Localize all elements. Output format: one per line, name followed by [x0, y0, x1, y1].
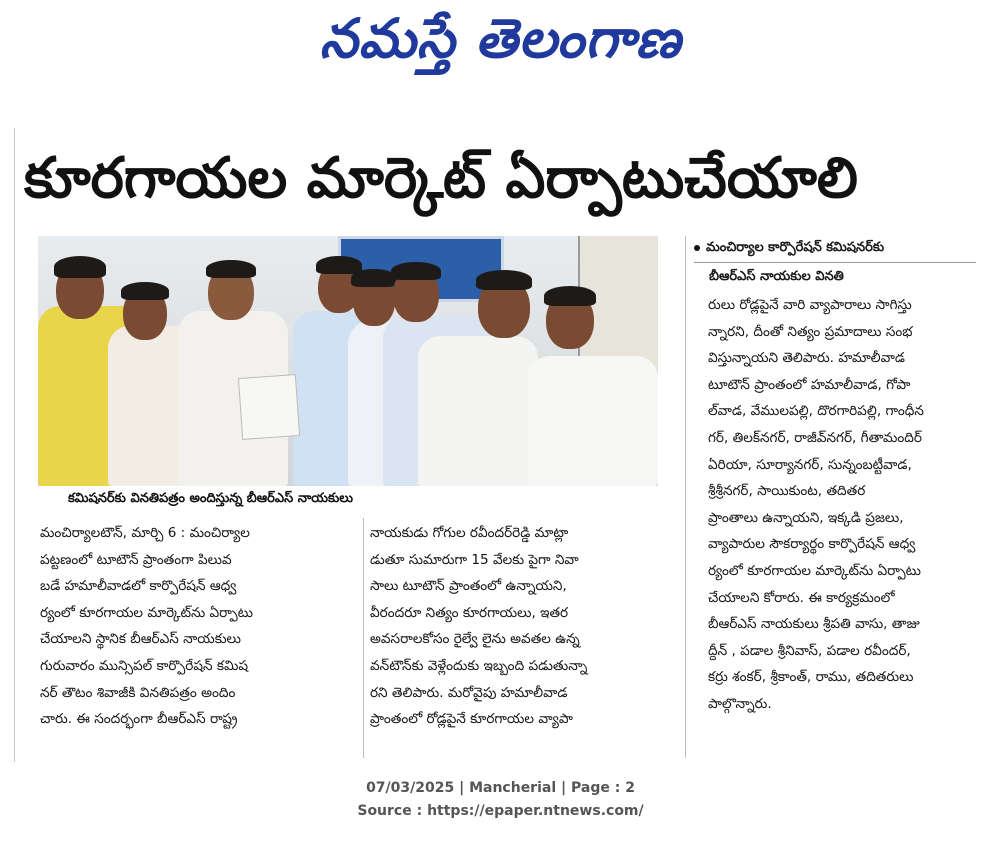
text-line: చేయాలని కోరారు. ఈ కార్యక్రమంలో — [708, 589, 895, 606]
article-column-3 — [708, 292, 976, 718]
text-line: ద్దీన్ , పడాల శ్రీనివాస్, పడాల రవీందర్, — [708, 642, 911, 659]
text-line: బడే హమాలీవాడలో కార్పొరేషన్ ఆధ్వ — [40, 578, 237, 595]
column-divider-left — [363, 518, 364, 758]
text-line: నర్ తౌటం శివాజీకి వినతిపత్రం అందిం — [40, 684, 236, 701]
newspaper-logo: నమస్తే తెలంగాణ — [319, 6, 682, 70]
article-deck — [694, 238, 976, 258]
edition-info: 07/03/2025 | Mancherial | Page : 2 — [366, 780, 635, 796]
article-column-2 — [370, 520, 670, 733]
article-headline: కూరగాయల మార్కెట్ ఏర్పాటుచేయాలి — [24, 146, 858, 211]
text-line: వీరందరూ నిత్యం కూరగాయలు, ఇతర — [370, 604, 569, 621]
text-line: సాలు టూటౌన్ ప్రాంతంలో ఉన్నాయని, — [370, 578, 567, 595]
text-line: కర్రు శంకర్, శ్రీకాంత్, రాము, తదితరులు — [708, 669, 914, 686]
text-line: మంచిర్యాలటౌన్, మార్చి 6 : మంచిర్యాల — [40, 525, 250, 541]
source-link[interactable]: Source : https://epaper.ntnews.com/ — [357, 803, 644, 819]
text-line: ప్రాంతాలు ఉన్నాయని, ఇక్కడి ప్రజలు, — [708, 509, 904, 526]
bullet-icon — [694, 245, 700, 251]
column-divider-right — [685, 236, 686, 758]
text-line: ప్రాంతంలో రోడ్లపైనే కూరగాయల వ్యాపా — [370, 711, 573, 728]
news-photo — [38, 236, 658, 486]
text-line: టూటౌన్ ప్రాంతంలో హమాలీవాడ, గోపా — [708, 376, 911, 393]
text-line: వ్యాపారుల సౌకర్యార్థం కార్పొరేషన్ ఆధ్వ — [708, 536, 916, 553]
photo-caption: కమిషనర్‌కు వినతిపత్రం అందిస్తున్న బీఆర్ఎస్ నాయకులు — [68, 491, 353, 506]
text-line: ఏరియా, సూర్యానగర్, సున్నంబట్టీవాడ, — [708, 456, 912, 473]
article-deck-text: మంచిర్యాల కార్పొరేషన్ కమిషనర్‌కు — [706, 240, 885, 255]
text-line: రులు రోడ్లపైనే వారి వ్యాపారాలు సాగిస్తు — [708, 297, 912, 313]
text-line: న్నారని, దీంతో నిత్యం ప్రమాదాలు సంభ — [708, 323, 913, 340]
text-line: విస్తున్నాయని తెలిపారు. హమాలీవాడ — [708, 350, 905, 367]
text-line: అవసరాలకోసం రైల్వే లైను అవతల ఉన్న — [370, 631, 580, 648]
text-line: చారు. ఈ సందర్భంగా బీఆర్ఎస్ రాష్ట్ర — [40, 711, 238, 728]
text-line: నాయకుడు గోగుల రవీందర్‌రెడ్డి మాట్లా — [370, 525, 569, 541]
text-line: డుతూ సుమారుగా 15 వేలకు పైగా నివా — [370, 551, 579, 568]
article-subdeck: బీఆర్ఎస్ నాయకుల వినతి — [709, 269, 844, 284]
text-line: ల్‌వాడ, వేములపల్లి, దొరగారిపల్లి, గాంధీన — [708, 403, 924, 420]
article-column-1 — [40, 520, 360, 733]
text-line: చేయాలని స్థానిక బీఆర్ఎస్ నాయకులు — [40, 631, 241, 648]
text-line: ర్యంలో కూరగాయల మార్కెట్‌ను ఏర్పాటు — [708, 562, 921, 579]
petition-document — [238, 374, 300, 440]
text-line: శ్రీశ్రీనగర్, సాయికుంట, తదితర — [708, 483, 866, 500]
text-line: బీఆర్ఎస్ నాయకులు శ్రీపతి వాసు, తాజు — [708, 616, 920, 633]
text-line: రని తెలిపారు. మరోవైపు హమాలీవాడ — [370, 684, 568, 701]
text-line: వన్‌టౌన్‌కు వెళ్లేందుకు ఇబ్బంది పడుతున్నా — [370, 657, 588, 674]
text-line: పట్టణంలో టూటౌన్ ప్రాంతంగా పిలువ — [40, 551, 232, 568]
text-line: ర్యంలో కూరగాయల మార్కెట్‌ను ఏర్పాటు — [40, 604, 253, 621]
text-line: గురువారం మున్సిపల్ కార్పొరేషన్ కమిష — [40, 657, 249, 674]
masthead — [0, 0, 1001, 80]
text-line: గర్, తిలక్‌నగర్, రాజీవ్‌నగర్, గీతామందిర్ — [708, 429, 922, 446]
text-line: పాల్గొన్నారు. — [708, 695, 772, 712]
deck-divider — [694, 262, 976, 263]
